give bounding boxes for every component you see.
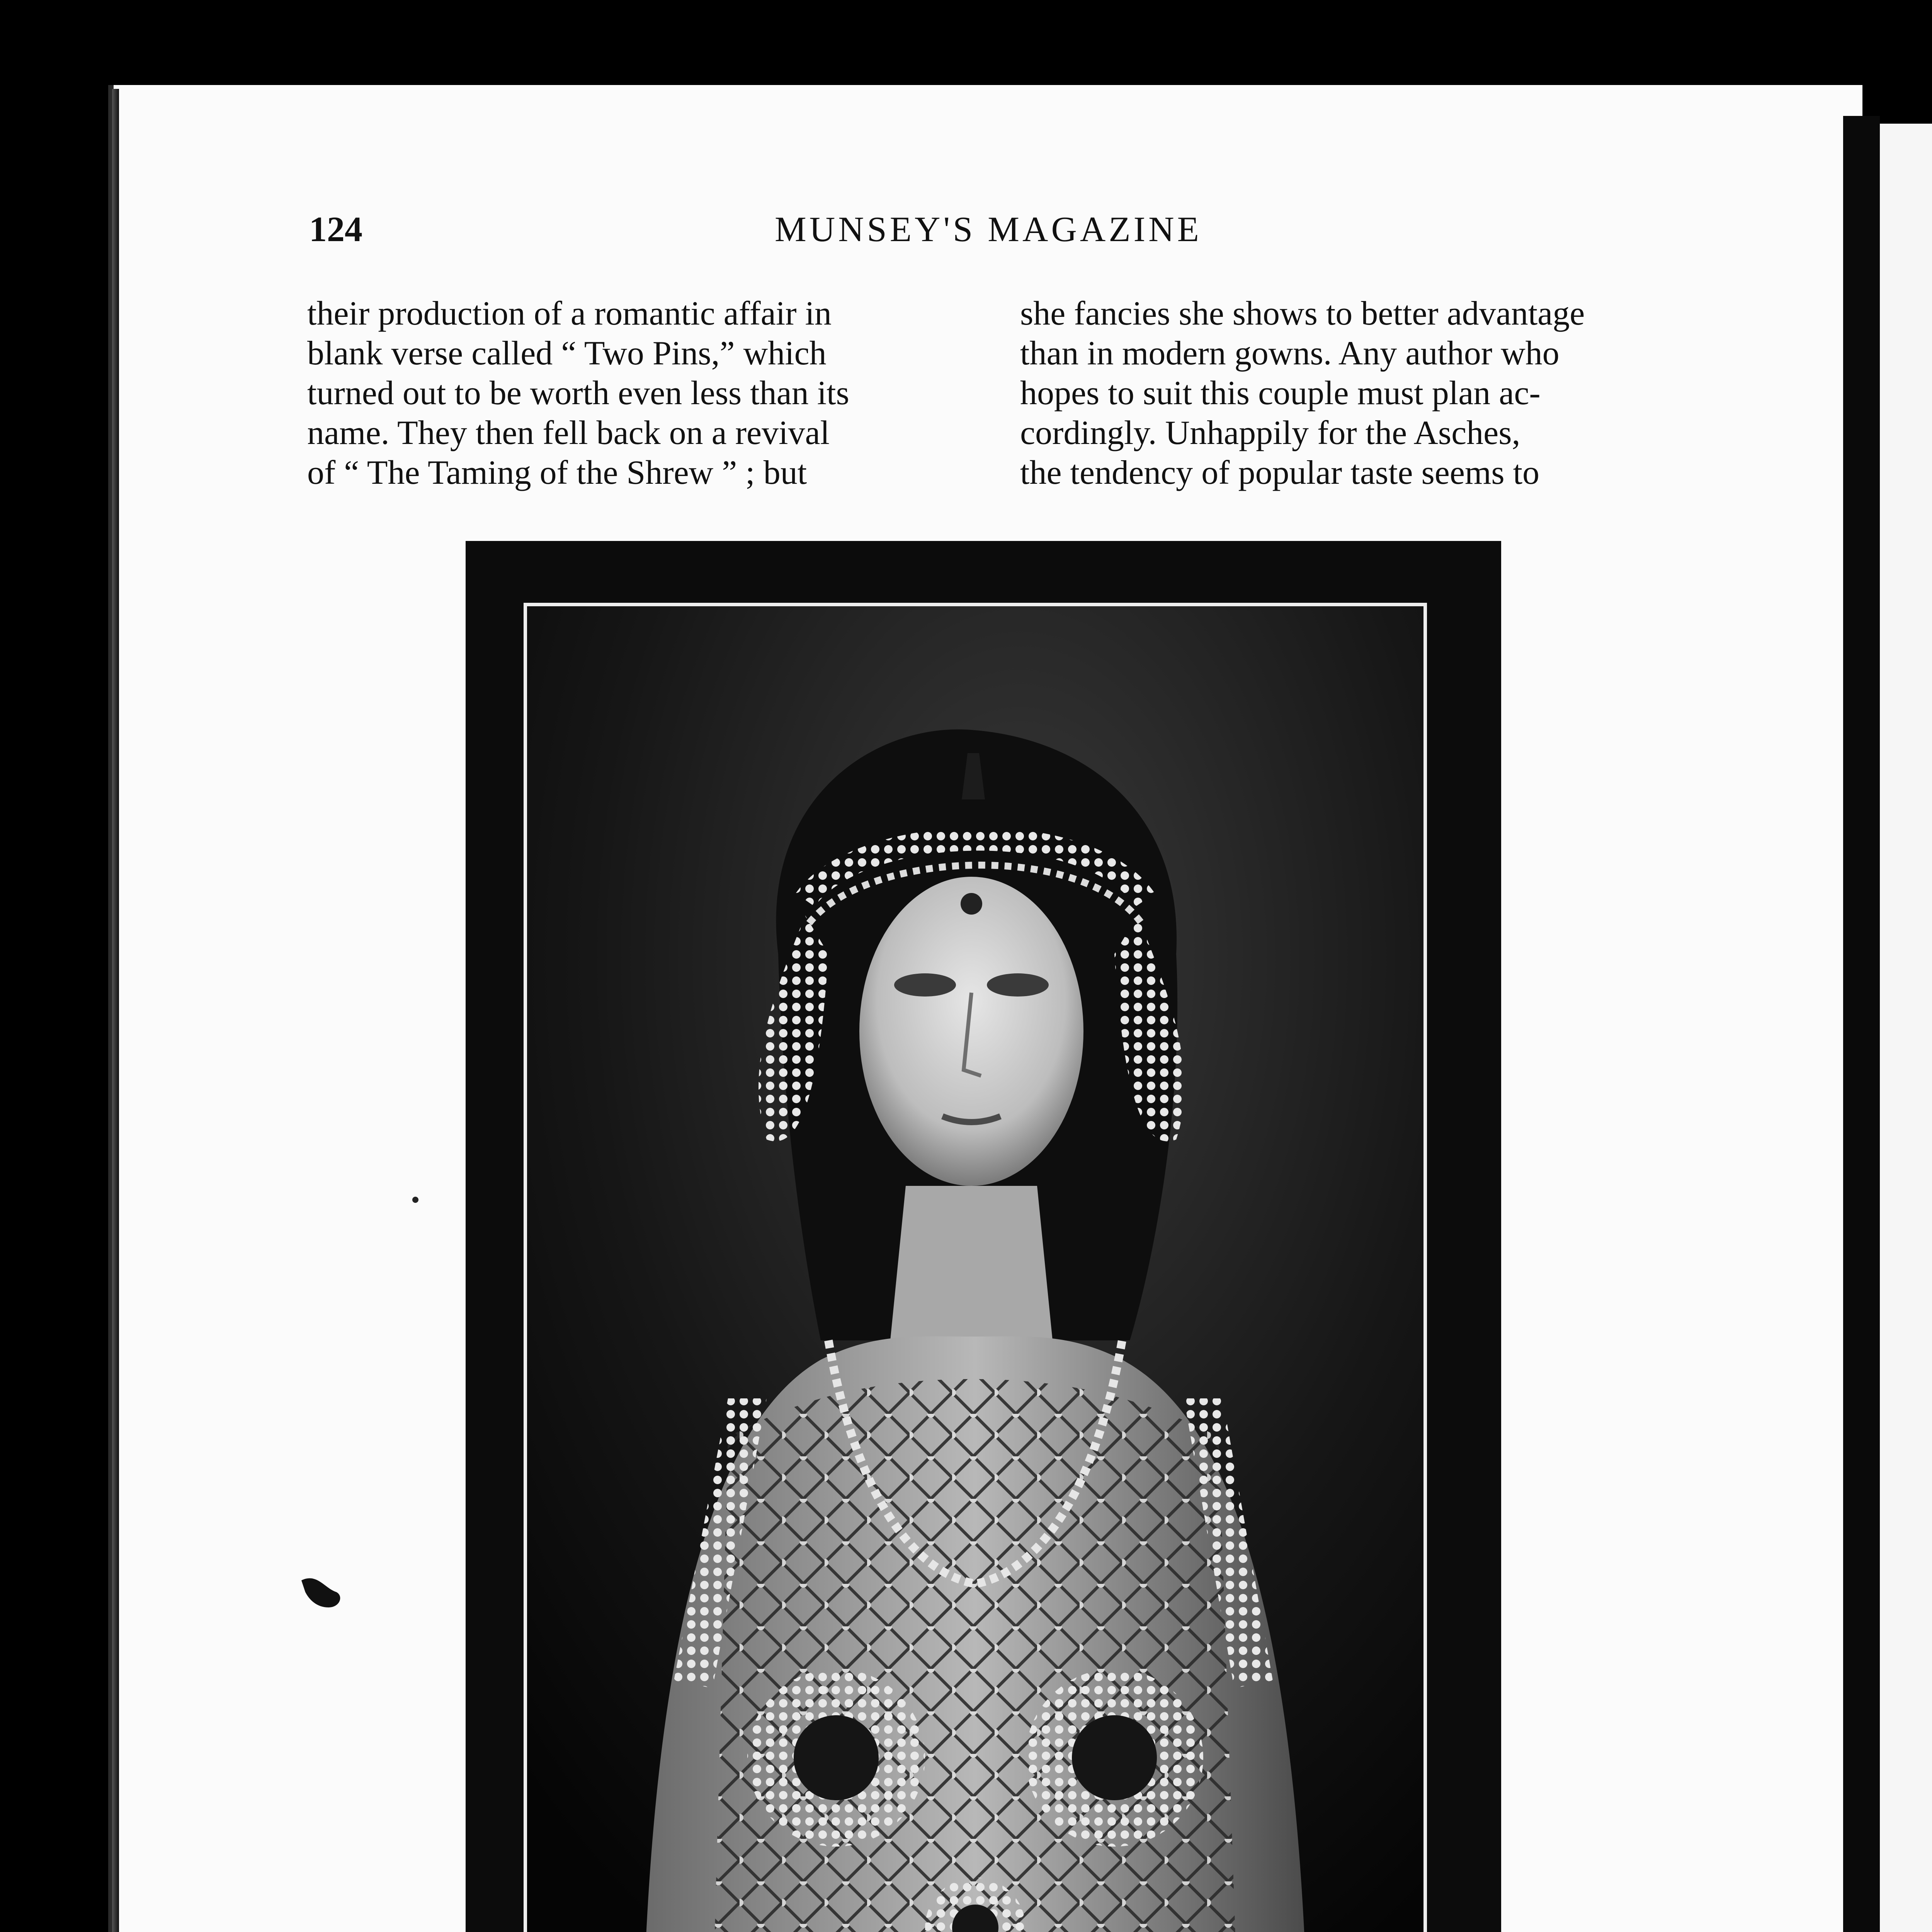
text-line: their production of a romantic affair in (307, 295, 832, 332)
text-line: than in modern gowns. Any author who (1020, 335, 1560, 372)
text-line: the tendency of popular taste seems to (1020, 454, 1540, 492)
stray-ink-mark (294, 1569, 352, 1615)
facing-page-edge (1880, 124, 1932, 1932)
column-left-top (307, 294, 980, 493)
photo-frame (466, 541, 1501, 1932)
text-line: she fancies she shows to better advantage (1020, 295, 1585, 332)
book-spine-edge (1843, 116, 1880, 1932)
text-line: of “ The Taming of the Shrew ” ; but (307, 454, 807, 492)
running-head: MUNSEY'S MAGAZINE (775, 209, 1202, 249)
page-number: 124 (309, 209, 362, 249)
text-line: blank verse called “ Two Pins,” which (307, 335, 827, 372)
text-line: turned out to be worth even less than its (307, 374, 849, 412)
portrait-illustration (527, 606, 1423, 1932)
text-line: name. They then fell back on a revival (307, 414, 830, 452)
page-header (309, 209, 1623, 259)
portrait-photo (524, 603, 1427, 1932)
text-line: hopes to suit this couple must plan ac- (1020, 374, 1541, 412)
stray-dot (410, 1194, 421, 1206)
column-right-top (1020, 294, 1692, 493)
text-line: cordingly. Unhappily for the Asches, (1020, 414, 1520, 452)
binding-gutter (112, 89, 119, 1932)
